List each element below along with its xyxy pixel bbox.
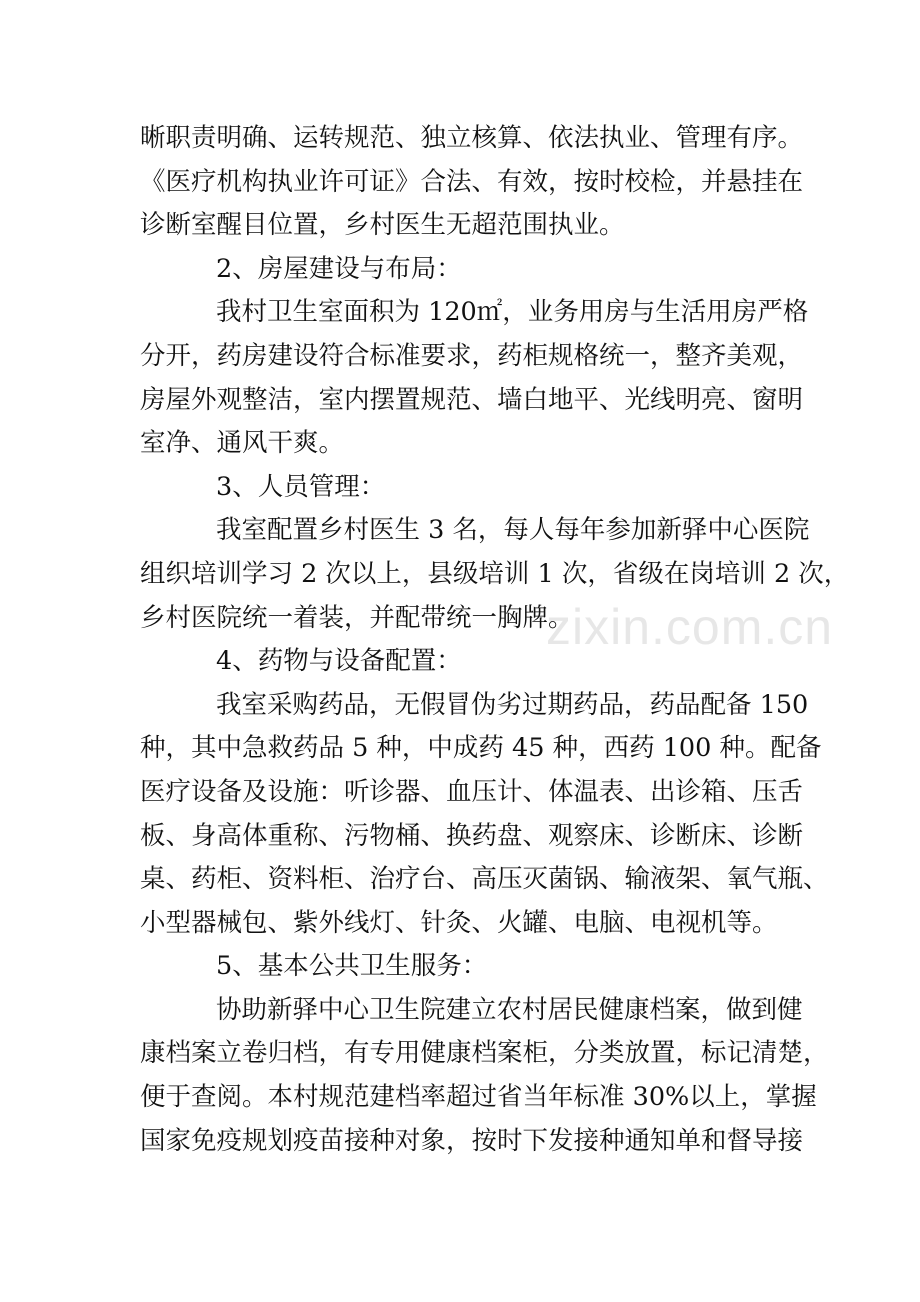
text-line: 我室采购药品，无假冒伪劣过期药品，药品配备 150	[216, 689, 809, 720]
text-line: 晰职责明确、运转规范、独立核算、依法执业、管理有序。	[140, 123, 804, 153]
text-line: 医疗设备及设施：听诊器、血压计、体温表、出诊箱、压舌	[140, 776, 804, 807]
text-line: 桌、药柜、资料柜、治疗台、高压灭菌锅、输液架、氧气瓶、	[140, 864, 829, 895]
text-line: 我村卫生室面积为 120㎡，业务用房与生活用房严格	[216, 297, 809, 328]
text-line: 板、身高体重称、污物桶、换药盘、观察床、诊断床、诊断	[140, 820, 804, 851]
text-line: 种，其中急救药品 5 种，中成药 45 种，西药 100 种。配备	[140, 733, 822, 764]
section-heading-4: 4、药物与设备配置：	[216, 646, 462, 677]
text-line: 协助新驿中心卫生院建立农村居民健康档案，做到健	[216, 994, 803, 1025]
text-line: 组织培训学习 2 次以上，县级培训 1 次，省级在岗培训 2 次，	[140, 558, 850, 589]
section-heading-5: 5、基本公共卫生服务：	[216, 951, 488, 982]
text-line: 便于查阅。本村规范建档率超过省当年标准 30%以上，掌握	[140, 1082, 817, 1113]
text-line: 诊断室醒目位置，乡村医生无超范围执业。	[140, 210, 625, 241]
text-line: 康档案立卷归档，有专用健康档案柜，分类放置，标记清楚，	[140, 1038, 829, 1069]
document-body	[140, 117, 850, 1163]
watermark: zixin.com.cn	[546, 599, 834, 655]
section-heading-3: 3、人员管理：	[216, 471, 386, 502]
section-heading-2: 2、房屋建设与布局：	[216, 253, 462, 284]
text-line: 我室配置乡村医生 3 名，每人每年参加新驿中心医院	[216, 515, 810, 546]
text-line: 《医疗机构执业许可证》合法、有效，按时校检，并悬挂在	[140, 166, 804, 197]
text-line: 房屋外观整洁，室内摆置规范、墙白地平、光线明亮、窗明	[140, 384, 804, 415]
text-line: 乡村医院统一着装，并配带统一胸牌。	[140, 602, 574, 633]
text-line: 室净、通风干爽。	[140, 428, 345, 459]
text-line: 小型器械包、紫外线灯、针灸、火罐、电脑、电视机等。	[140, 907, 778, 938]
text-line: 分开，药房建设符合标准要求，药柜规格统一，整齐美观，	[140, 340, 804, 371]
text-line: 国家免疫规划疫苗接种对象，按时下发接种通知单和督导接	[140, 1125, 804, 1156]
